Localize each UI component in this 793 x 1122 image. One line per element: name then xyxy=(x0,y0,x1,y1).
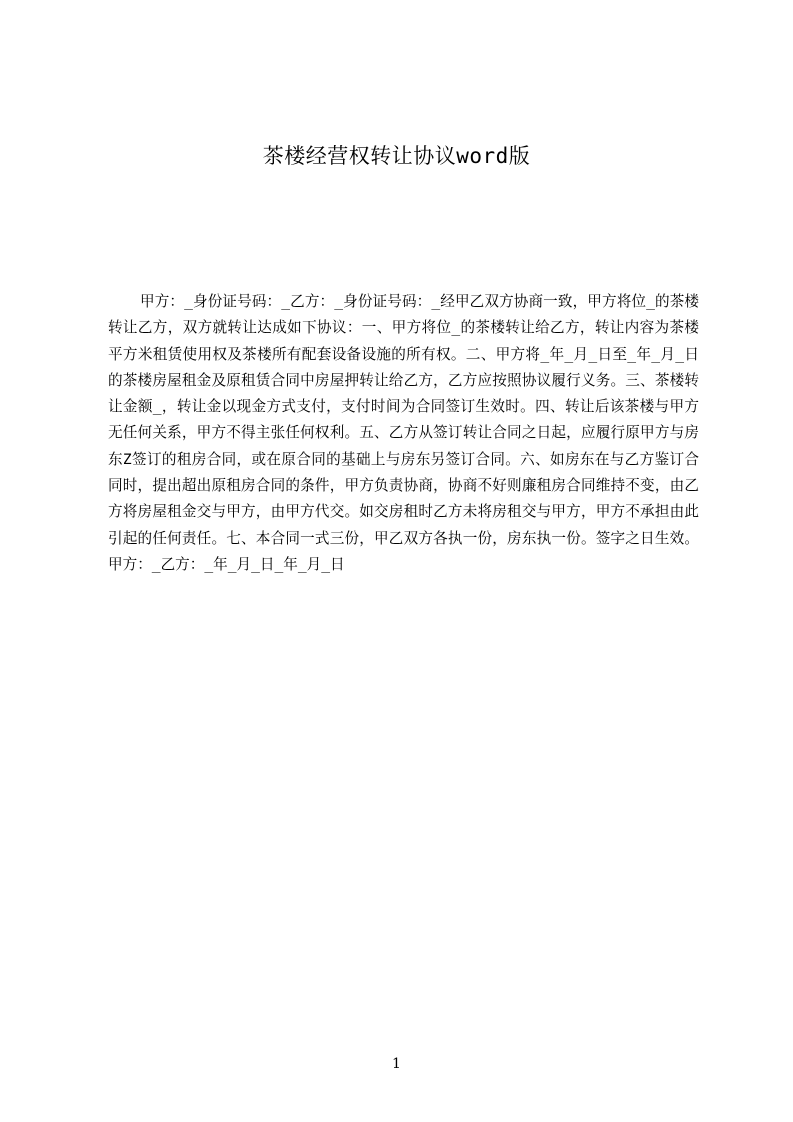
document-title: 茶楼经营权转让协议word版 xyxy=(262,144,531,168)
agreement-body-text: 甲方：_身份证号码：_乙方：_身份证号码：_经甲乙双方协商一致，甲方将位_的茶楼转让乙方，双方就转让达成如下协议：一、甲方将位_的茶楼转让给乙方，转让内容为茶楼平方米租赁使用权及茶楼所有配套设备设施的所有权。二、甲方将_年_月_日至_年_月_日的茶楼房屋租金及原租赁合同中房屋押转让给乙方，乙方应按照协议履行义务。三、茶楼转让金额_，转让金以现金方式支付，支付时间为合同签订生效时。四、转让后该茶楼与甲方无任何关系，甲方不得主张任何权利。五、乙方从签订转让合同之日起，应履行原甲方与房东Z签订的租房合同，或在原合同的基础上与房东另签订合同。六、如房东在与乙方鉴订合同时，提出超出原租房合同的条件，甲方负责协商，协商不好则廉租房合同维持不变，由乙方将房屋租金交与甲方，由甲方代交。如交房租时乙方未将房租交与甲方，甲方不承担由此引起的任何责任。七、本合同一式三份，甲乙双方各执一份，房东执一份。签字之日生效。甲方：_乙方：_年_月_日_年_月_日 xyxy=(108,293,699,573)
page-number: 1 xyxy=(392,1056,401,1072)
